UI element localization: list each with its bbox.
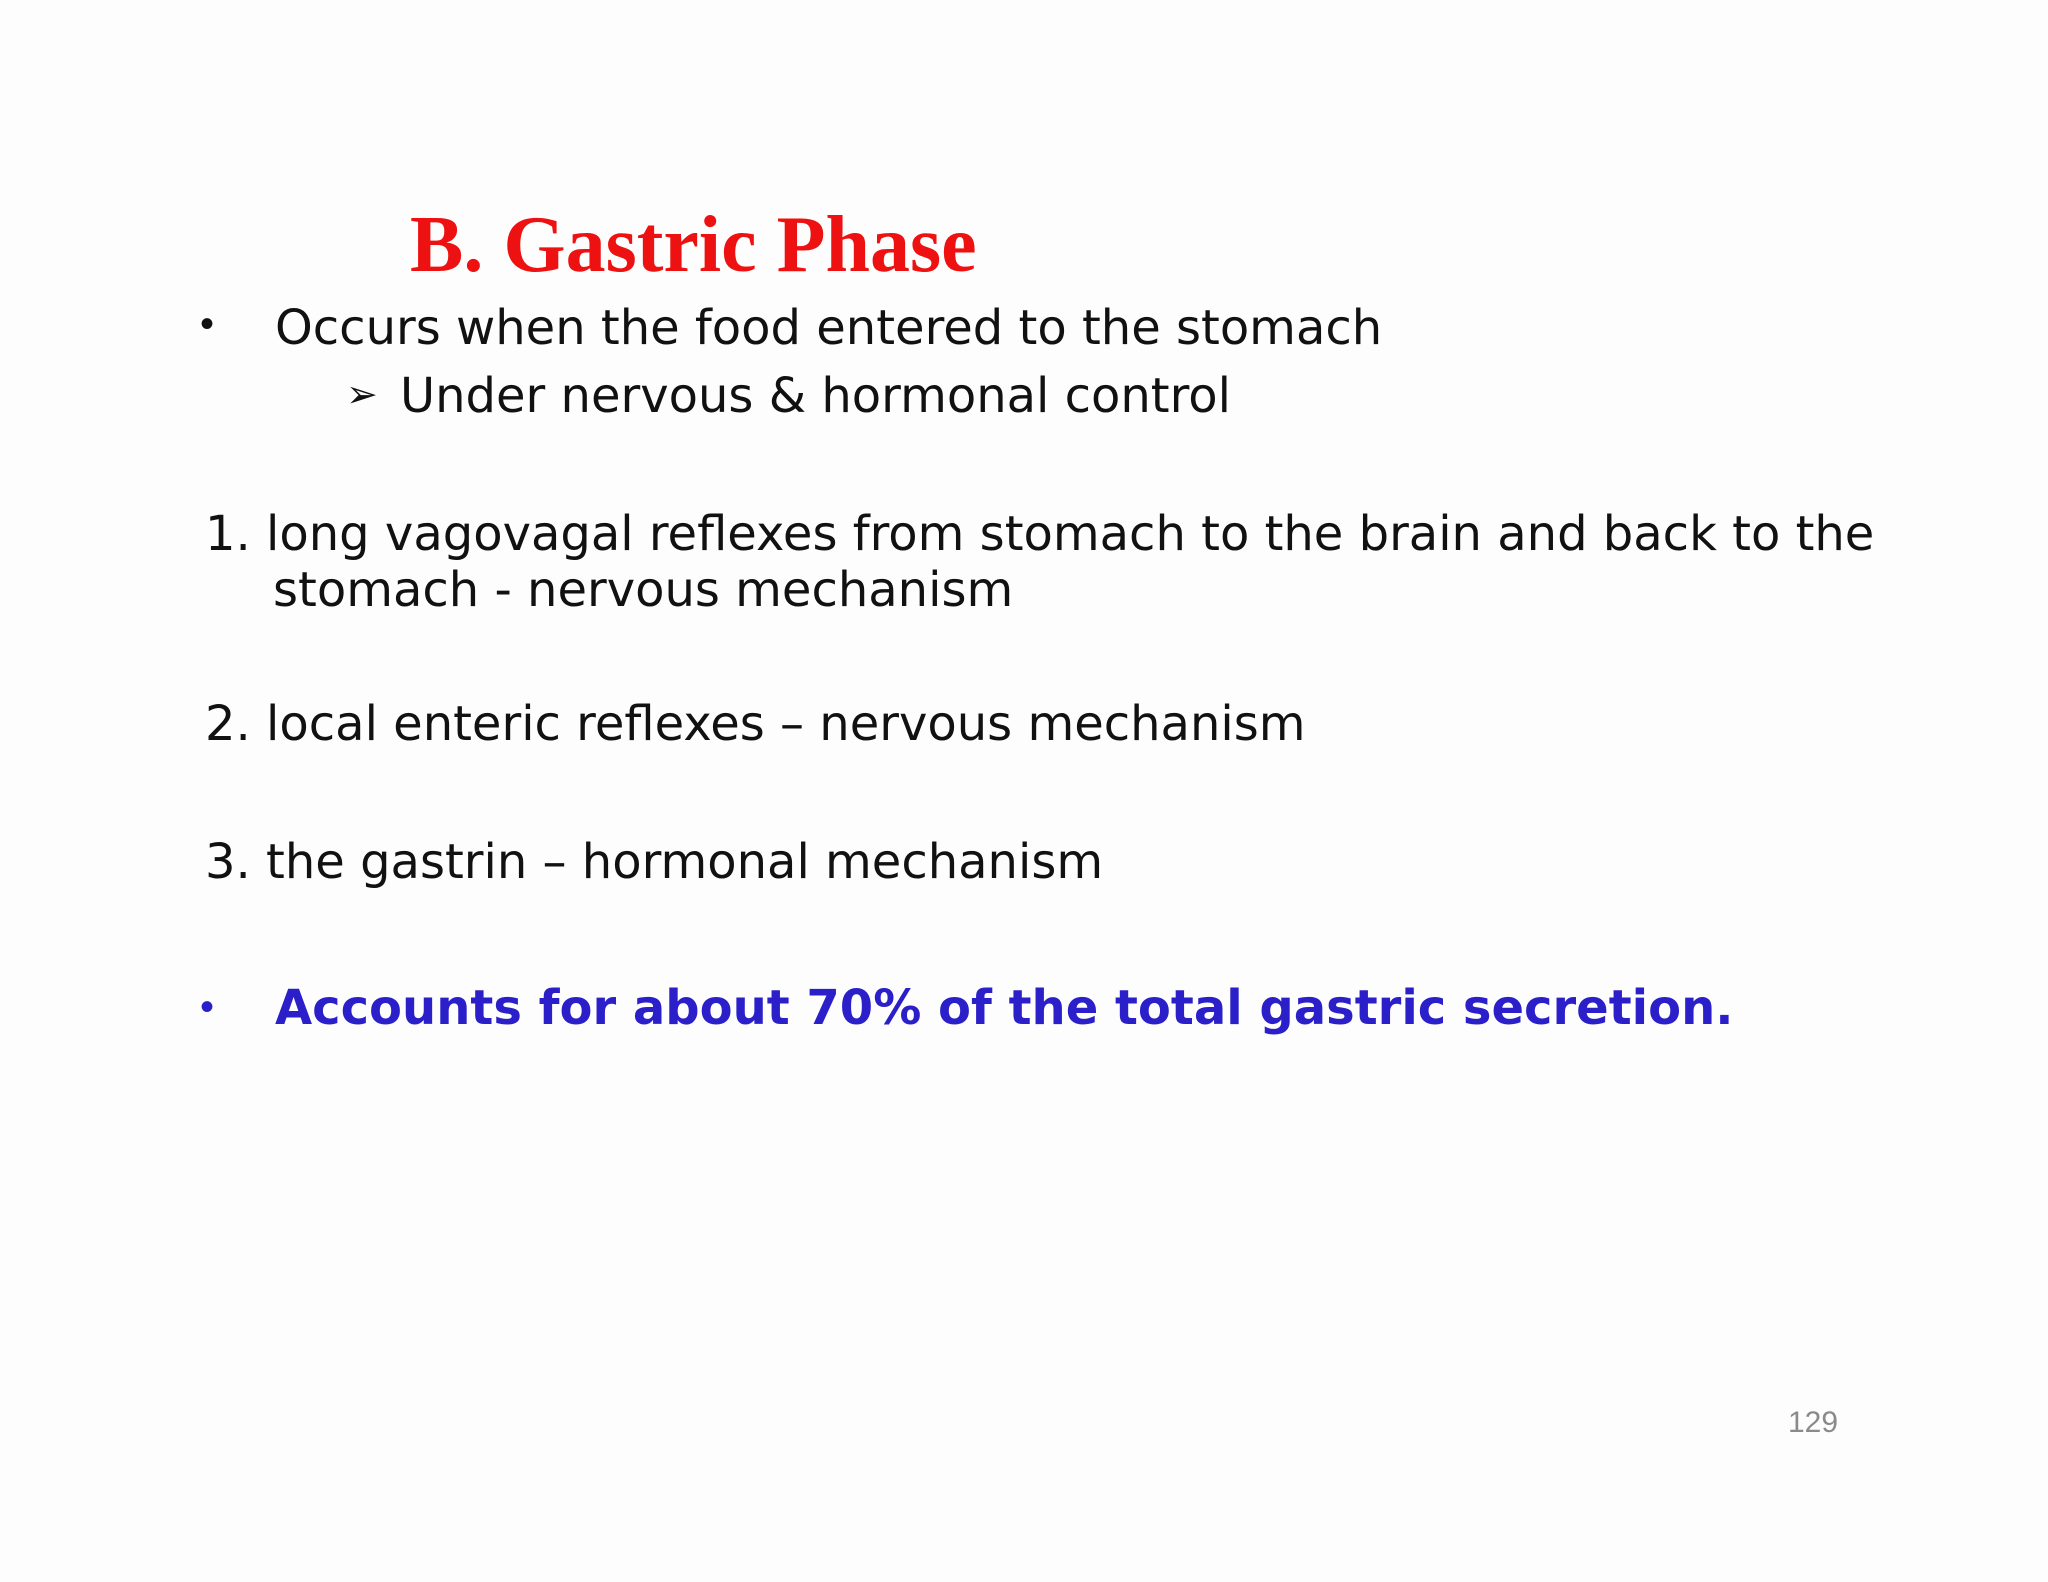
list-item-vagovagal [205, 506, 1874, 618]
slide-title: B. Gastric Phase [410, 201, 977, 289]
list-item-enteric [205, 696, 1305, 752]
page-number: 129 [1788, 1406, 1839, 1439]
list-item-line: 3. the gastrin – hormonal mechanism [205, 834, 1104, 890]
list-item-line: 2. local enteric reflexes – nervous mechanism [205, 696, 1306, 752]
list-item-gastrin [205, 834, 1103, 890]
list-item-continuation: stomach - nervous mechanism [273, 562, 1014, 618]
bullet-dot-icon: • [200, 302, 215, 346]
arrow-bullet-icon: ➢ [346, 372, 378, 416]
sub-bullet-control: Under nervous & hormonal control [400, 368, 1231, 424]
bullet-dot-icon: • [200, 985, 215, 1029]
highlight-bullet-secretion: Accounts for about 70% of the total gastric secretion. [275, 980, 1734, 1036]
bullet-occurs: Occurs when the food entered to the stomach [275, 300, 1383, 356]
list-item-line: 1. long vagovagal reflexes from stomach to the brain and back to the [205, 506, 1875, 562]
